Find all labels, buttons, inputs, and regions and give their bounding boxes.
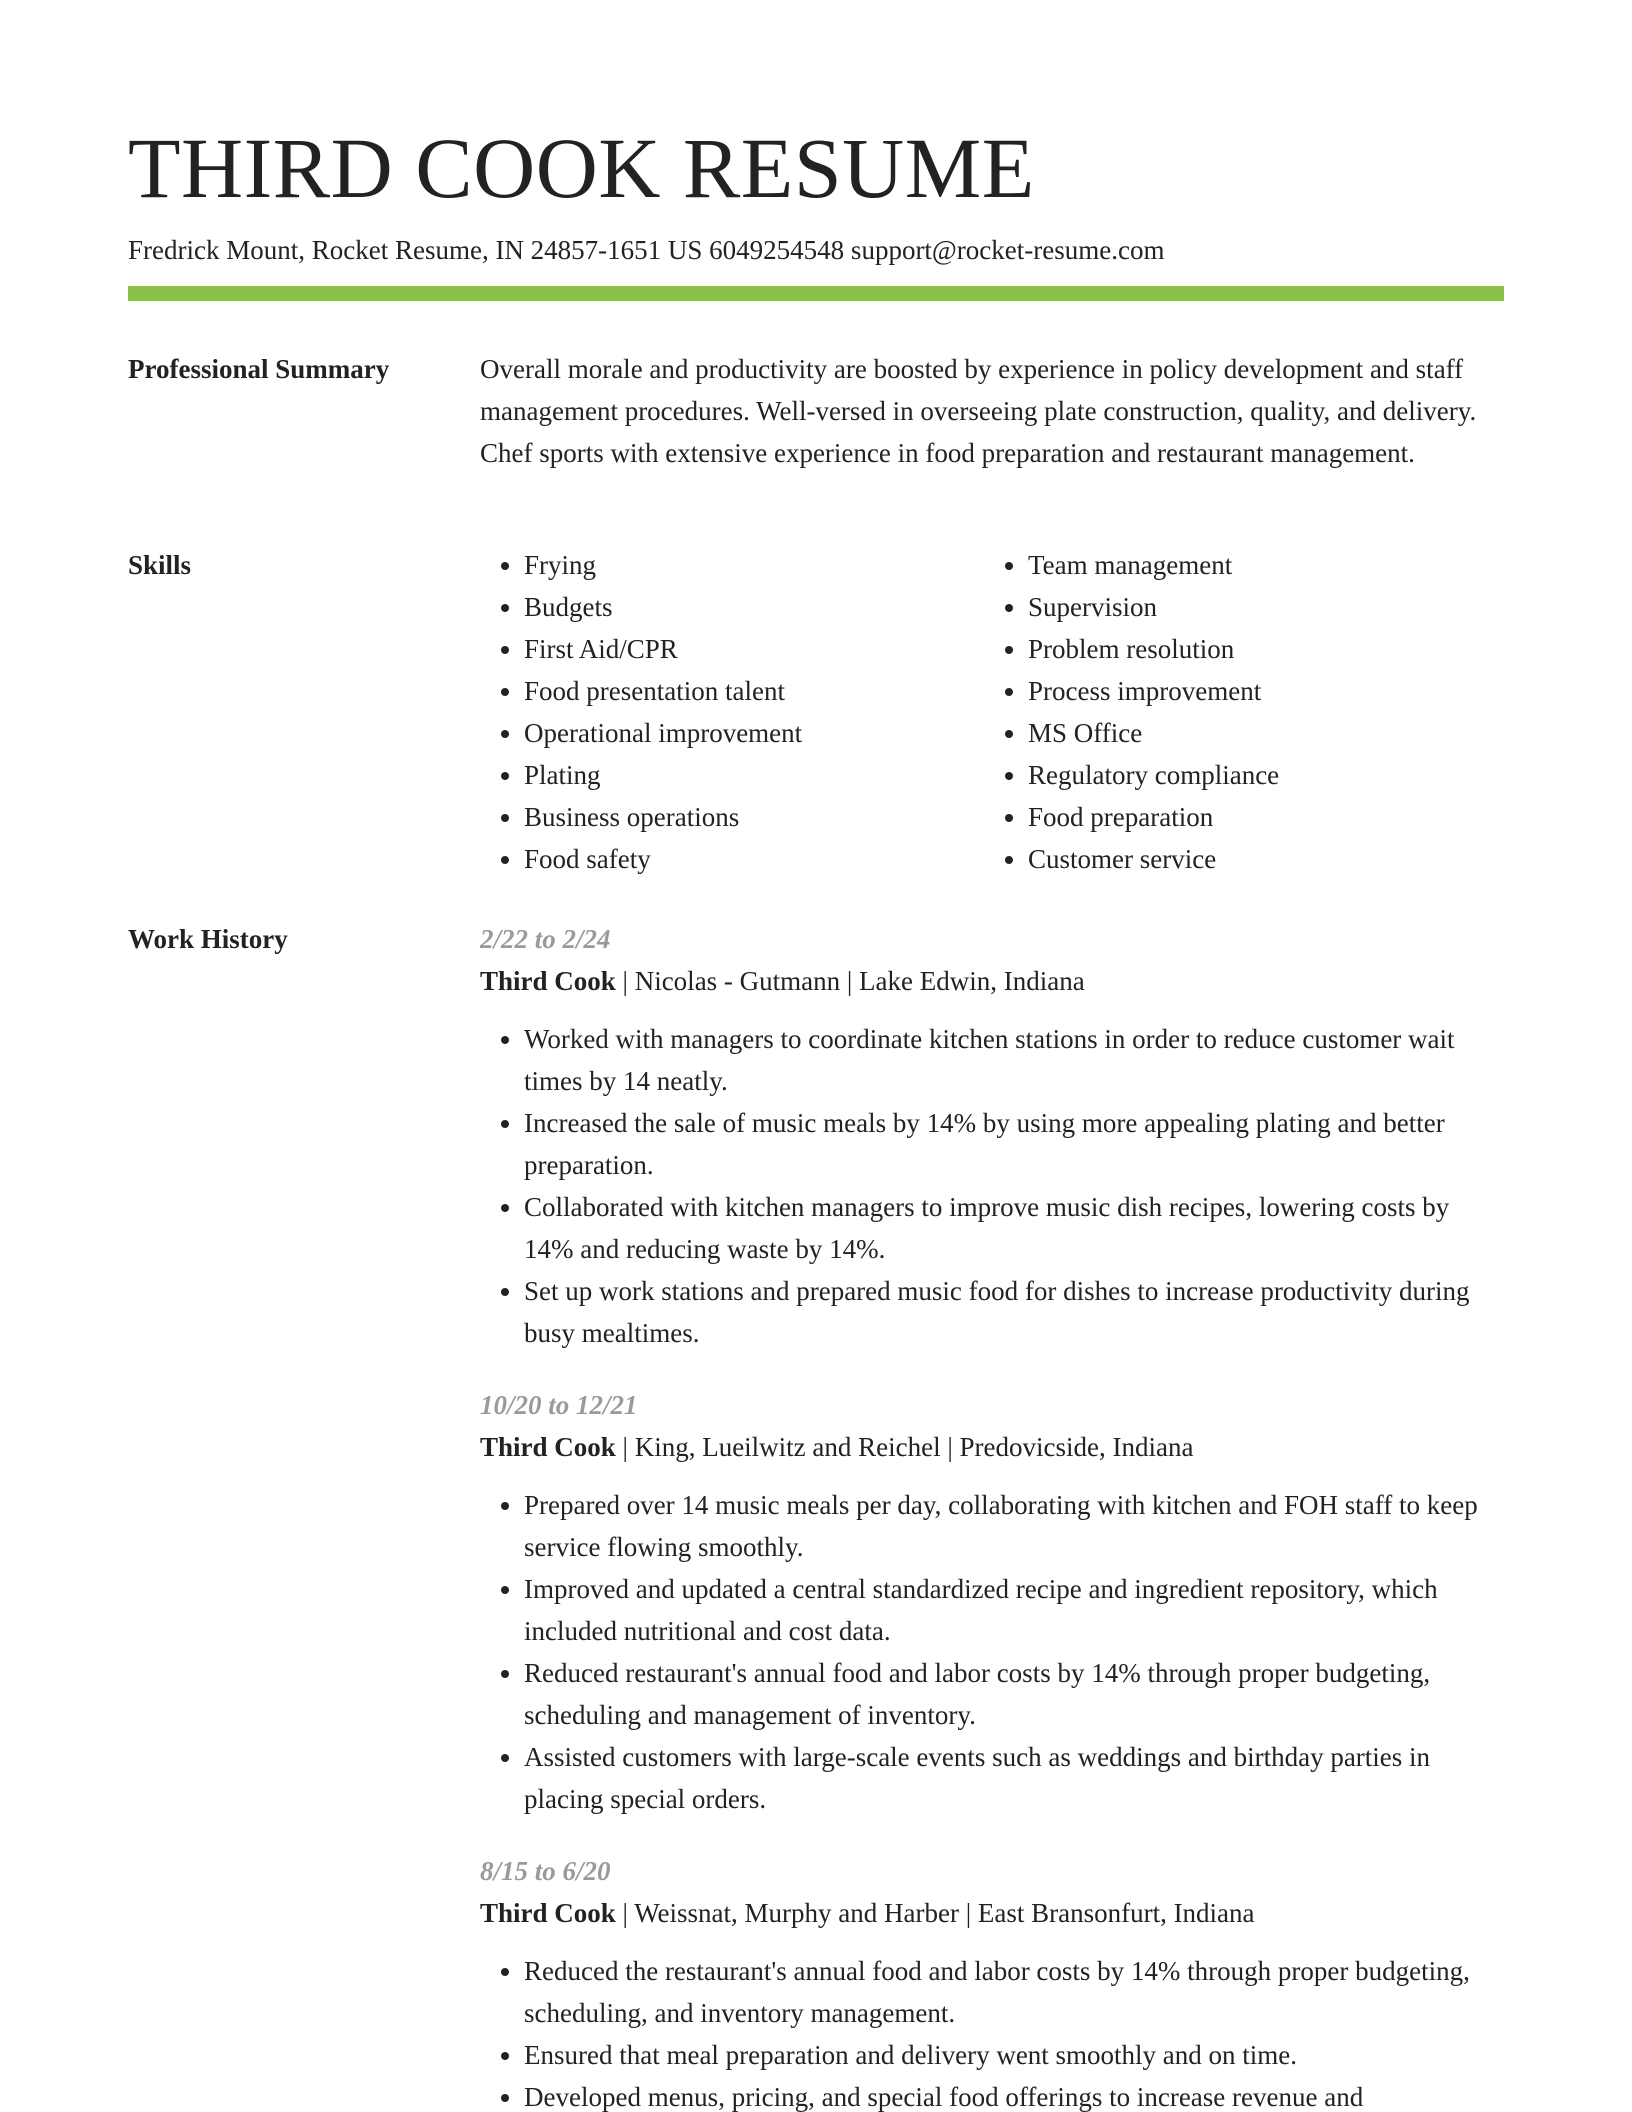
job-entry xyxy=(480,1384,1504,1820)
skill-item: • MS Office xyxy=(1028,712,1488,754)
skill-item: • Food preparation xyxy=(1028,796,1488,838)
job-bullet: • Ensured that meal preparation and delivery went smoothly and on time. xyxy=(524,2034,1504,2076)
job-bullet: • Worked with managers to coordinate kitchen stations in order to reduce customer wait times by 14 neatly. xyxy=(524,1018,1504,1102)
skill-item: • Food safety xyxy=(524,838,984,880)
skills-heading: Skills xyxy=(128,550,192,580)
job-bullet: • Collaborated with kitchen managers to improve music dish recipes, lowering costs by 14% and reducing waste by 14%. xyxy=(524,1186,1504,1270)
skill-item: • Frying xyxy=(524,544,984,586)
job-bullet-list xyxy=(480,1018,1504,1354)
skill-item: • Plating xyxy=(524,754,984,796)
job-bullet: • Improved and updated a central standardized recipe and ingredient repository, which included nutritional and cost data. xyxy=(524,1568,1504,1652)
job-employer-location: | King, Lueilwitz and Reichel | Predovicside, Indiana xyxy=(615,1432,1194,1462)
resume-header xyxy=(128,118,1504,268)
skill-item: • Operational improvement xyxy=(524,712,984,754)
skill-item: • Customer service xyxy=(1028,838,1488,880)
skills-list-left xyxy=(480,544,984,880)
summary-text: Overall morale and productivity are boosted by experience in policy development and staff management procedures. Well-versed in overseeing plate construction, quality, and delivery. Chef sports with extensive experience in food preparation and restaurant management. xyxy=(480,354,1477,468)
job-role: Third Cook xyxy=(480,1898,616,1928)
skills-list-right xyxy=(984,544,1488,880)
skill-item: • Process improvement xyxy=(1028,670,1488,712)
job-dates: 8/15 to 6/20 xyxy=(480,1856,611,1886)
summary-heading: Professional Summary xyxy=(128,354,390,384)
skill-item: • Regulatory compliance xyxy=(1028,754,1488,796)
job-bullet: • Increased the sale of music meals by 14% by using more appealing plating and better preparation. xyxy=(524,1102,1504,1186)
skill-item: • Supervision xyxy=(1028,586,1488,628)
work-history-heading: Work History xyxy=(128,924,288,954)
job-role: Third Cook xyxy=(480,1432,616,1462)
job-bullet: • Developed menus, pricing, and special food offerings to increase revenue and xyxy=(524,2076,1504,2112)
job-entry xyxy=(480,918,1504,1354)
job-dates: 10/20 to 12/21 xyxy=(480,1390,638,1420)
summary-body xyxy=(480,348,1504,474)
skill-item: • Budgets xyxy=(524,586,984,628)
job-employer-location: | Nicolas - Gutmann | Lake Edwin, Indiana xyxy=(615,966,1085,996)
skill-item: • Problem resolution xyxy=(1028,628,1488,670)
skill-item: • Team management xyxy=(1028,544,1488,586)
skills-columns xyxy=(480,544,1504,880)
accent-divider xyxy=(128,286,1504,301)
job-entry xyxy=(480,1850,1504,2112)
skill-item: • Food presentation talent xyxy=(524,670,984,712)
job-bullet-list xyxy=(480,1950,1504,2112)
job-employer-location: | Weissnat, Murphy and Harber | East Bransonfurt, Indiana xyxy=(615,1898,1255,1928)
job-bullet: • Reduced restaurant's annual food and labor costs by 14% through proper budgeting, scheduling and management of inventory. xyxy=(524,1652,1504,1736)
skill-item: • Business operations xyxy=(524,796,984,838)
job-heading xyxy=(480,1892,1504,1934)
contact-line: Fredrick Mount, Rocket Resume, IN 24857-1651 US 6049254548 support@rocket-resume.com xyxy=(128,235,1165,265)
page-title: THIRD COOK RESUME xyxy=(128,120,1035,216)
skill-item: • First Aid/CPR xyxy=(524,628,984,670)
job-bullet: • Assisted customers with large-scale events such as weddings and birthday parties in placing special orders. xyxy=(524,1736,1504,1820)
job-heading xyxy=(480,960,1504,1002)
job-bullet-list xyxy=(480,1484,1504,1820)
job-bullet: • Reduced the restaurant's annual food and labor costs by 14% through proper budgeting, scheduling, and inventory management. xyxy=(524,1950,1504,2034)
job-heading xyxy=(480,1426,1504,1468)
skills-body xyxy=(480,544,1504,880)
job-role: Third Cook xyxy=(480,966,616,996)
work-history-body xyxy=(480,918,1504,2112)
job-dates: 2/22 to 2/24 xyxy=(480,924,611,954)
job-bullet: • Set up work stations and prepared music food for dishes to increase productivity during busy mealtimes. xyxy=(524,1270,1504,1354)
job-bullet: • Prepared over 14 music meals per day, collaborating with kitchen and FOH staff to keep service flowing smoothly. xyxy=(524,1484,1504,1568)
